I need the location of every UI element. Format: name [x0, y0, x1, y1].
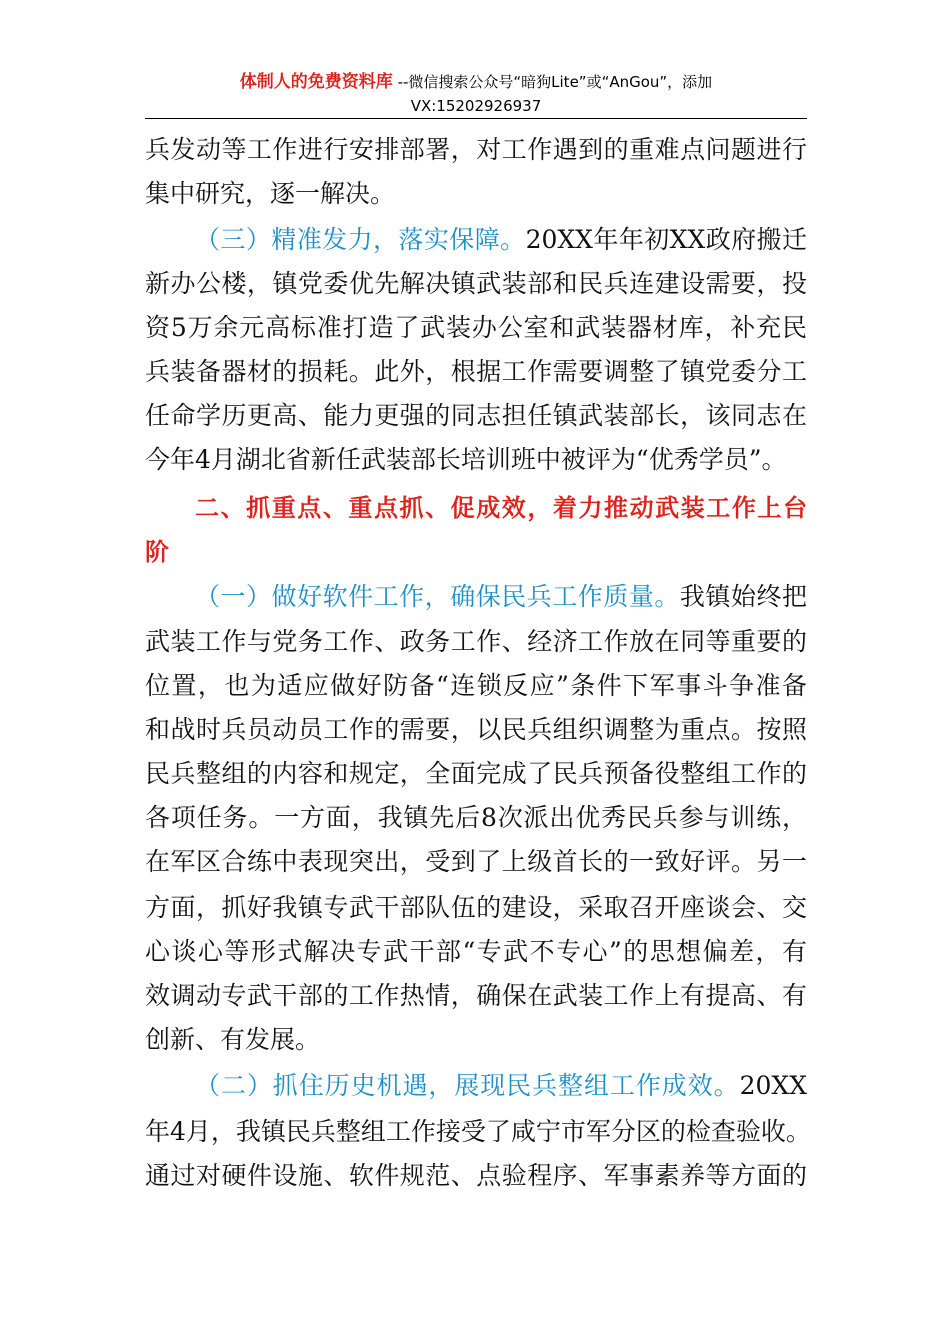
header-promo: --微信搜索公众号“暗狗Lite”或“AnGou”，添加 [392, 73, 713, 91]
paragraph-line [145, 930, 807, 974]
paragraph-line [145, 886, 807, 930]
header-brand: 体制人的免费资料库 [239, 72, 393, 92]
paragraph-line [145, 172, 807, 216]
paragraph-line [145, 1110, 811, 1154]
line-text: 创新、有发展。 [145, 1025, 321, 1054]
section-heading [145, 530, 807, 574]
line-text: 方面，抓好我镇专武干部队伍的建设，采取召开座谈会、交 [145, 893, 807, 922]
paragraph-line [145, 752, 807, 796]
line-text: 兵装备器材的损耗。此外，根据工作需要调整了镇党委分工 [145, 357, 807, 386]
section-heading-text: 二、抓重点、重点抓、促成效，着力推动武装工作上台 [195, 494, 807, 522]
line-text: 资5万余元高标准打造了武装办公室和武装器材库，补充民 [145, 313, 807, 342]
line-text: 民兵整组的内容和规定，全面完成了民兵预备役整组工作的 [145, 759, 807, 788]
line-text: 武装工作与党务工作、政务工作、经济工作放在同等重要的 [145, 627, 807, 656]
paragraph-line [145, 664, 807, 708]
line-text: 今年4月湖北省新任武装部长培训班中被评为“优秀学员”。 [145, 445, 787, 474]
line-text: 在军区合练中表现突出，受到了上级首长的一致好评。另一 [145, 847, 807, 876]
section-heading-text: 阶 [145, 538, 169, 566]
paragraph-line [195, 1064, 807, 1108]
line-text: 心谈心等形式解决专武干部“专武不专心”的思想偏差，有 [145, 937, 807, 966]
line-text: 新办公楼，镇党委优先解决镇武装部和民兵连建设需要，投 [145, 269, 807, 298]
subheading-text: （二）抓住历史机遇，展现民兵整组工作成效。 [195, 1071, 740, 1100]
paragraph-line [145, 974, 807, 1018]
paragraph-line [145, 394, 807, 438]
line-text: 和战时兵员动员工作的需要，以民兵组织调整为重点。按照 [145, 715, 807, 744]
line-text: 20XX年年初XX政府搬迁 [525, 225, 807, 254]
section-heading [195, 486, 807, 530]
page-header [145, 70, 807, 118]
paragraph-line [145, 840, 807, 884]
paragraph-line [145, 306, 807, 350]
line-text: 年4月，我镇民兵整组工作接受了咸宁市军分区的检查验收。 [145, 1117, 811, 1146]
line-text: 通过对硬件设施、软件规范、点验程序、军事素养等方面的 [145, 1161, 807, 1190]
paragraph-line [195, 218, 807, 262]
paragraph-line [145, 438, 807, 482]
paragraph-line [145, 620, 807, 664]
subheading-text: （一）做好软件工作，确保民兵工作质量。 [195, 582, 680, 611]
subheading-text: （三）精准发力，落实保障。 [195, 225, 526, 254]
paragraph-line [145, 1154, 807, 1198]
paragraph-line [145, 262, 807, 306]
paragraph-line [145, 1018, 807, 1062]
paragraph-line [145, 796, 807, 840]
line-text: 任命学历更高、能力更强的同志担任镇武装部长，该同志在 [145, 401, 807, 430]
line-text: 兵发动等工作进行安排部署，对工作遇到的重难点问题进行 [145, 135, 807, 164]
line-text: 我镇始终把 [679, 582, 807, 611]
paragraph-line [195, 575, 807, 619]
header-contact: VX:15202926937 [410, 97, 542, 115]
line-text: 20XX [739, 1071, 807, 1100]
header-divider [145, 118, 807, 119]
paragraph-line [145, 350, 807, 394]
line-text: 集中研究，逐一解决。 [145, 179, 396, 208]
line-text: 位置，也为适应做好防备“连锁反应”条件下军事斗争准备 [145, 671, 807, 700]
line-text: 效调动专武干部的工作热情，确保在武装工作上有提高、有 [145, 981, 807, 1010]
paragraph-line [145, 128, 807, 172]
paragraph-line [145, 708, 807, 752]
line-text: 各项任务。一方面，我镇先后8次派出优秀民兵参与训练， [145, 803, 807, 832]
